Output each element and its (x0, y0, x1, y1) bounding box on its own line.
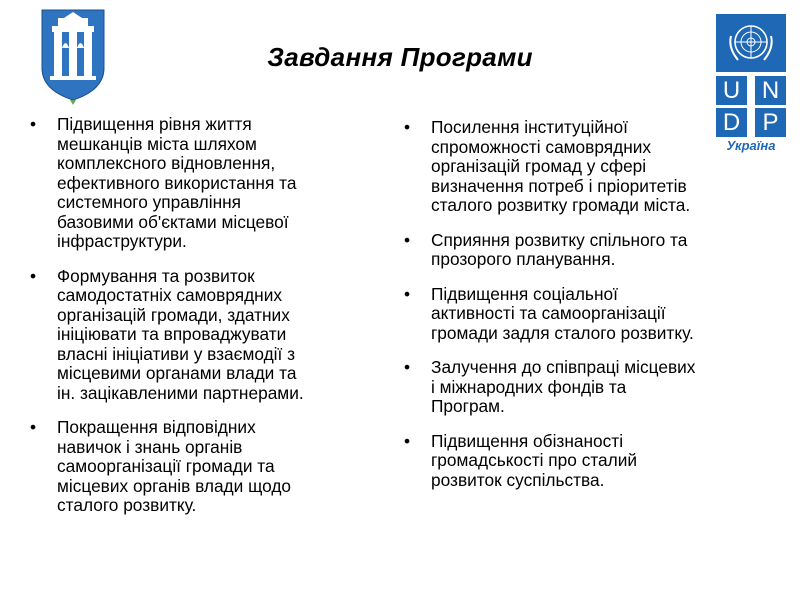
bullet-line: місцевих органів влади щодо (57, 475, 292, 496)
bullet-line: • Підвищення обізнаності (431, 430, 624, 451)
bullet-line: • Підвищення рівня життя (57, 114, 252, 134)
bullet-line: ініціювати та впроваджувати (57, 324, 287, 344)
bullet-line: Програм. (431, 396, 505, 416)
bullet-line: ін. зацікавленими партнерами. (57, 382, 304, 403)
list-item (404, 231, 784, 270)
bullet-line: навичок і знань органів (57, 436, 243, 457)
bullet-line: • Сприяння розвитку спільного та (431, 229, 688, 250)
bullet-line: ефективного використання та (57, 172, 297, 193)
undp-letter-d: D (716, 108, 747, 137)
list-item (30, 418, 390, 516)
bullet-line: сталого розвитку. (57, 495, 197, 515)
bullet-line: організацій громад у сфері (431, 156, 647, 176)
un-emblem (716, 14, 786, 72)
bullet-line: • Покращення відповідних (57, 417, 256, 437)
bullet-line: системного управління (57, 192, 242, 212)
bullet-line: організацій громади, здатних (57, 304, 290, 325)
bullet-line: самодостатніх самоврядних (57, 285, 283, 305)
list-item (404, 432, 784, 491)
bullet-line: і міжнародних фондів та (431, 376, 627, 397)
bullet-line: активності та самоорганізації (431, 303, 666, 323)
list-item (30, 115, 390, 252)
bullet-line: громадськості про сталий (431, 450, 638, 470)
bullet-line: визначення потреб і пріоритетів (431, 175, 687, 196)
bullet-line: • Залучення до співпраці місцевих (431, 357, 696, 377)
bullet-line: мешканців міста шляхом (57, 133, 257, 154)
left-bullet-list (30, 115, 390, 531)
bullet-line: самоорганізації громади та (57, 456, 275, 476)
bullet-line: комплексного відновлення, (57, 153, 276, 173)
bullet-line: інфраструктури. (57, 231, 187, 251)
bullet-line: власні ініціативи у взаємодії з (57, 343, 296, 364)
bullet-line: розвиток суспільства. (431, 469, 605, 490)
bullet-line: • Формування та розвиток (57, 265, 255, 286)
bullet-line: • Підвищення соціальної (431, 283, 618, 304)
bullet-line: місцевими органами влади та (57, 363, 297, 383)
un-globe-icon (716, 14, 786, 72)
list-item (30, 267, 390, 404)
undp-letter-n: N (755, 76, 786, 105)
bullet-line: сталого розвитку громади міста. (431, 195, 691, 215)
bullet-line: прозорого планування. (431, 249, 616, 269)
page-title: Завдання Програми (267, 42, 533, 72)
bullet-line: громади задля сталого розвитку. (431, 322, 694, 343)
list-item (404, 285, 784, 344)
list-item (404, 358, 784, 417)
bullet-line: базовими об'єктами місцевої (57, 211, 289, 232)
undp-letter-p: P (755, 108, 786, 137)
right-bullet-list (404, 118, 784, 505)
undp-letter-u: U (716, 76, 747, 105)
list-item (404, 118, 784, 216)
bullet-line: • Посилення інституційної (431, 117, 628, 137)
bullet-line: спроможності самоврядних (431, 136, 652, 157)
undp-country-label: Україна (726, 138, 776, 153)
